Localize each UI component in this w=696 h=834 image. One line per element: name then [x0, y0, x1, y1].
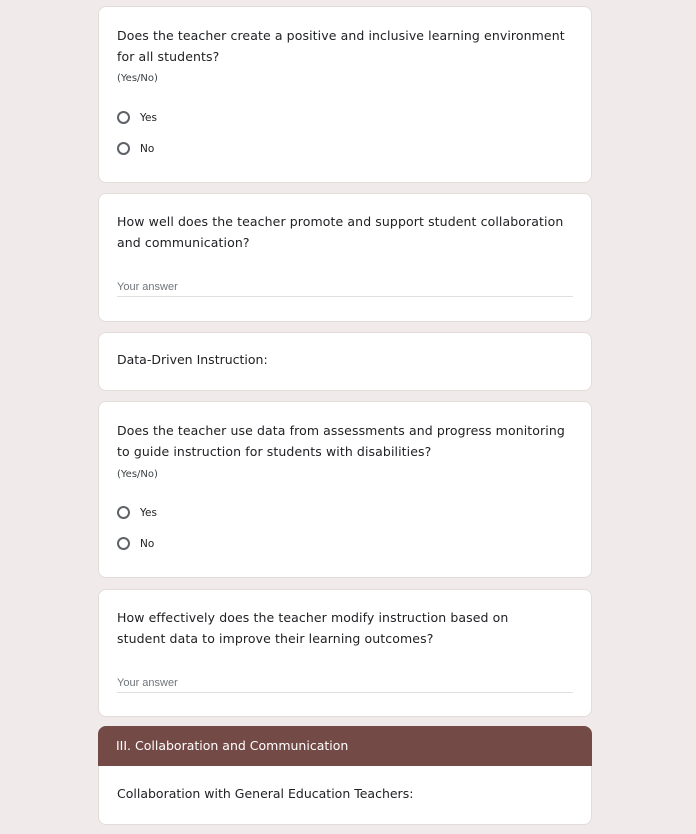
- question-card-data-usage: [98, 401, 592, 578]
- question-card-modify-instruction: [98, 589, 592, 717]
- question-card-collaboration: [98, 193, 592, 322]
- radio-option-no[interactable]: [117, 142, 154, 155]
- radio-label: No: [140, 142, 155, 155]
- question-description: (Yes/No): [117, 73, 158, 84]
- question-card-inclusive-environment: [98, 6, 592, 183]
- radio-circle-icon[interactable]: [117, 111, 130, 124]
- radio-option-yes[interactable]: [117, 506, 157, 519]
- section-subtitle: Collaboration with General Education Teachers:: [117, 786, 414, 801]
- radio-label: Yes: [140, 111, 157, 124]
- radio-label: Yes: [140, 506, 157, 519]
- question-title: Does the teacher use data from assessments and progress monitoring to guide instruction for students with disabilities?: [117, 423, 565, 459]
- radio-option-yes[interactable]: [117, 111, 157, 124]
- radio-circle-icon[interactable]: [117, 142, 130, 155]
- radio-circle-icon[interactable]: [117, 506, 130, 519]
- question-title: Does the teacher create a positive and inclusive learning environment for all students?: [117, 28, 565, 64]
- answer-input[interactable]: [117, 674, 573, 693]
- section-header: III. Collaboration and Communication: [98, 726, 592, 766]
- radio-label: No: [140, 537, 155, 550]
- question-title: How well does the teacher promote and support student collaboration and communication?: [117, 214, 564, 250]
- section-label: Data-Driven Instruction:: [117, 352, 268, 367]
- radio-option-no[interactable]: [117, 537, 154, 550]
- answer-input[interactable]: [117, 278, 573, 297]
- question-title: How effectively does the teacher modify instruction based on student data to improve their learning outcomes?: [117, 610, 509, 646]
- question-description: (Yes/No): [117, 469, 158, 480]
- section-body: [98, 766, 592, 825]
- radio-circle-icon[interactable]: [117, 537, 130, 550]
- label-card-data-driven: [98, 332, 592, 391]
